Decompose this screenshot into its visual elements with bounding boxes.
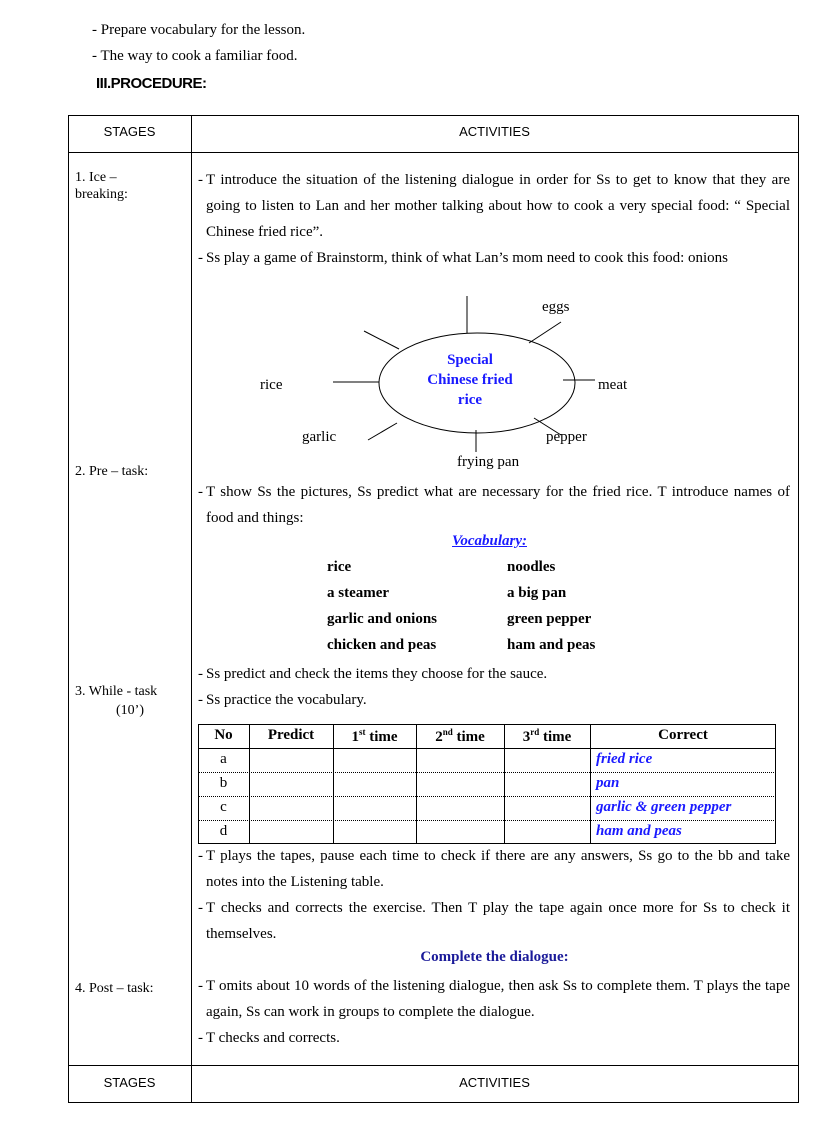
post-task-heading: Complete the dialogue: bbox=[420, 949, 569, 965]
intro-bullet-2 bbox=[92, 43, 298, 69]
stage-pre-task: 2. Pre – task: bbox=[75, 464, 149, 479]
lt-row-correct: ham and peas bbox=[596, 823, 682, 839]
dash-bullet-icon: - bbox=[198, 692, 203, 708]
table-border-right bbox=[798, 115, 799, 1103]
stage-post-task: 4. Post – task: bbox=[75, 981, 154, 996]
dash-bullet-icon: - bbox=[198, 666, 203, 682]
vocab-item: green pepper bbox=[507, 611, 592, 627]
lt-header-3rd-time bbox=[504, 727, 590, 746]
brainstorm-garlic: garlic bbox=[302, 429, 337, 445]
lt-header-word: time bbox=[452, 729, 485, 745]
lt-row-divider bbox=[198, 772, 776, 773]
intro-bullet-1 bbox=[92, 17, 305, 43]
activity-post-paragraph-2: T checks and corrects. bbox=[206, 1030, 340, 1046]
footer-stages: STAGES bbox=[103, 1075, 156, 1090]
intro-bullet-text: Prepare vocabulary for the lesson. bbox=[100, 22, 306, 38]
brainstorm-center-line: rice bbox=[457, 392, 483, 408]
lt-header-sup: rd bbox=[530, 727, 540, 737]
lt-header-sup: nd bbox=[442, 727, 453, 737]
lt-row-no: b bbox=[219, 775, 228, 791]
header-activities: ACTIVITIES bbox=[459, 124, 530, 139]
lt-header-correct: Correct bbox=[658, 727, 708, 743]
lt-header-predict: Predict bbox=[267, 727, 315, 743]
brainstorm-center-line: Special bbox=[447, 352, 493, 368]
vocab-item: chicken and peas bbox=[327, 637, 437, 653]
listening-table bbox=[198, 724, 776, 843]
vocab-item: ham and peas bbox=[507, 637, 596, 653]
dash-bullet-icon: - bbox=[198, 900, 203, 916]
lt-header-num: 1 bbox=[351, 729, 359, 745]
spoke-upper-left bbox=[364, 331, 399, 349]
procedure-heading: III.PROCEDURE: bbox=[96, 75, 207, 92]
dash-bullet-icon: - bbox=[198, 848, 203, 864]
activity-ice-paragraph-1: T introduce the situation of the listening dialogue in order for Ss to get to know that they are going to listen to Lan and her mother talking about how to cook a very special food: “ Special Chinese fried rice”. bbox=[206, 172, 790, 240]
activity-while-paragraph-4: T checks and corrects the exercise. Then T play the tape again once more for Ss to check it themselves. bbox=[206, 900, 790, 942]
lt-header-no: No bbox=[214, 727, 233, 743]
vocab-item: noodles bbox=[507, 559, 556, 575]
brainstorm-pepper: pepper bbox=[546, 429, 587, 445]
stage-while-task-time: (10’) bbox=[116, 703, 144, 718]
activity-post-paragraph-1: T omits about 10 words of the listening dialogue, then ask Ss to complete them. T plays the tape again, Ss can work in groups to complete the dialogue. bbox=[206, 978, 790, 1020]
lt-row-no: c bbox=[220, 799, 227, 815]
lt-row-correct: garlic & green pepper bbox=[596, 799, 732, 815]
brainstorm-eggs: eggs bbox=[542, 299, 570, 315]
lt-header-divider bbox=[198, 748, 776, 749]
activity-pre-paragraph-1: T show Ss the pictures, Ss predict what are necessary for the fried rice. T introduce names of food and things: bbox=[206, 484, 790, 526]
stage-ice-breaking: 1. Ice – breaking: bbox=[75, 170, 128, 202]
activity-while-paragraph-1: Ss predict and check the items they choose for the sauce. bbox=[206, 666, 548, 682]
lt-header-num: 3 bbox=[522, 729, 531, 745]
dash-bullet-icon: - bbox=[198, 1030, 203, 1046]
brainstorm-rice: rice bbox=[260, 377, 283, 393]
lt-row-correct: pan bbox=[596, 775, 620, 791]
lt-header-sup: st bbox=[358, 727, 366, 737]
brainstorm-center-line: Chinese fried bbox=[427, 372, 513, 388]
dash-bullet-icon: - bbox=[198, 484, 203, 500]
table-border-bottom bbox=[68, 1102, 799, 1103]
spoke-eggs bbox=[529, 322, 561, 343]
lt-header-1st-time bbox=[333, 727, 416, 746]
activity-while-paragraph-2: Ss practice the vocabulary. bbox=[206, 692, 367, 708]
lt-row-no: a bbox=[220, 751, 227, 767]
lt-header-2nd-time bbox=[416, 727, 504, 746]
lt-border-top bbox=[198, 724, 776, 725]
spoke-garlic bbox=[368, 423, 397, 440]
vocab-item: rice bbox=[327, 559, 352, 575]
vocab-item: a steamer bbox=[327, 585, 390, 601]
table-footer-divider bbox=[68, 1065, 799, 1066]
vocabulary-title: Vocabulary: bbox=[452, 533, 527, 549]
brainstorm-frying-pan: frying pan bbox=[457, 454, 520, 470]
lt-header-word: time bbox=[539, 729, 572, 745]
lt-header-word: time bbox=[365, 729, 398, 745]
table-header-divider bbox=[68, 152, 799, 153]
lt-row-divider bbox=[198, 820, 776, 821]
intro-bullet-text: The way to cook a familiar food. bbox=[100, 48, 298, 64]
lt-row-correct: fried rice bbox=[596, 751, 653, 767]
dash-bullet-icon: - bbox=[92, 48, 97, 64]
dash-bullet-icon: - bbox=[198, 250, 203, 266]
lt-row-no: d bbox=[219, 823, 228, 839]
dash-bullet-icon: - bbox=[198, 978, 203, 994]
footer-activities: ACTIVITIES bbox=[459, 1075, 530, 1090]
activity-while-paragraph-3: T plays the tapes, pause each time to check if there are any answers, Ss go to the bb and take notes into the Listening table. bbox=[206, 848, 790, 890]
table-border-left bbox=[68, 115, 69, 1103]
brainstorm-meat: meat bbox=[598, 377, 628, 393]
activity-ice-paragraph-2: Ss play a game of Brainstorm, think of what Lan’s mom need to cook this food: onions bbox=[206, 250, 729, 266]
header-stages: STAGES bbox=[103, 124, 156, 139]
brainstorm-center-label bbox=[400, 350, 540, 410]
dash-bullet-icon: - bbox=[92, 22, 97, 38]
vocab-item: a big pan bbox=[507, 585, 567, 601]
table-border-top bbox=[68, 115, 799, 116]
lt-header-num: 2 bbox=[435, 729, 443, 745]
stage-while-task: 3. While - task bbox=[75, 684, 158, 699]
lt-row-divider bbox=[198, 796, 776, 797]
dash-bullet-icon: - bbox=[198, 172, 203, 188]
vocab-item: garlic and onions bbox=[327, 611, 438, 627]
